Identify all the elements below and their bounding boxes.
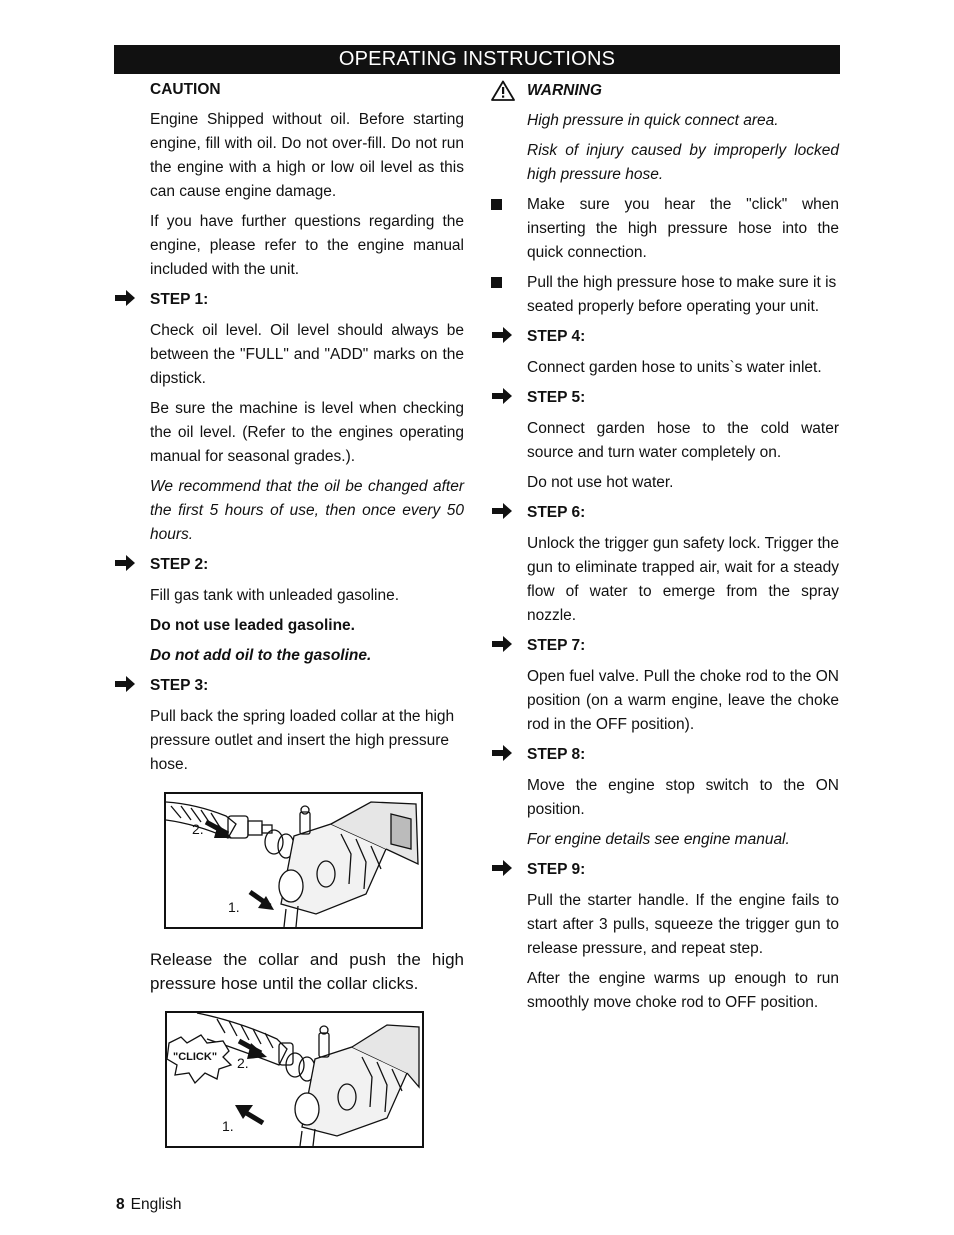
warning-paragraph-1: High pressure in quick connect area.: [527, 112, 779, 129]
step-9-label: STEP 9:: [527, 861, 586, 878]
caution-heading: CAUTION: [150, 81, 221, 98]
step-6-heading: [527, 501, 839, 525]
step-5-heading: [527, 386, 839, 410]
footer-language: English: [130, 1196, 182, 1213]
step-3-label: STEP 3:: [150, 677, 209, 694]
page-footer: [116, 1196, 181, 1214]
arrow-right-icon: [490, 859, 514, 877]
step-7-label: STEP 7:: [527, 637, 586, 654]
click-sound-label: "CLICK": [173, 1051, 218, 1063]
arrow-right-icon: [490, 744, 514, 762]
step-8-engine-note: For engine details see engine manual.: [527, 831, 790, 848]
step-3-paragraph-1: Pull back the spring loaded collar at the high pressure outlet and insert the high pressure hose.: [150, 708, 455, 773]
bullet-text: Pull the high pressure hose to make sure it is seated properly before operating your unit.: [527, 274, 837, 315]
bullet-text: Make sure you hear the "click" when inserting the high pressure hose into the quick connection.: [527, 196, 839, 261]
arrow-right-icon: [113, 554, 137, 572]
step-7-heading: [527, 634, 839, 658]
bullet-item-pull: [527, 271, 839, 319]
step-2-leaded-warning: Do not use leaded gasoline.: [150, 617, 355, 634]
page-number: 8: [116, 1196, 125, 1213]
step-5-paragraph-1: Connect garden hose to the cold water source and turn water completely on.: [527, 420, 839, 461]
warning-triangle-icon: [491, 80, 515, 101]
section-header: OPERATING INSTRUCTIONS: [114, 45, 840, 74]
warning-heading: [527, 79, 839, 103]
caution-paragraph-2: If you have further questions regarding the engine, please refer to the engine manual included with the unit.: [150, 213, 464, 278]
warning-label: WARNING: [527, 82, 602, 99]
arrow-right-icon: [490, 635, 514, 653]
step-1-oil-change-note: We recommend that the oil be changed after the first 5 hours of use, then once every 50 hours.: [150, 478, 464, 543]
step-3-heading: [150, 674, 464, 698]
step-5-label: STEP 5:: [527, 389, 586, 406]
step-9-paragraph-2: After the engine warms up enough to run smoothly move choke rod to OFF position.: [527, 970, 839, 1011]
arrow-right-icon: [113, 675, 137, 693]
release-collar-text: Release the collar and push the high pressure hose until the collar clicks.: [150, 950, 464, 993]
step-8-label: STEP 8:: [527, 746, 586, 763]
step-6-paragraph-1: Unlock the trigger gun safety lock. Trigger the gun to eliminate trapped air, wait for a steady flow of water to emerge from the spray nozzle.: [527, 535, 839, 624]
figure-2-label-2: 2.: [237, 1055, 249, 1071]
hose-click-illustration: [165, 1011, 424, 1148]
step-4-label: STEP 4:: [527, 328, 586, 345]
warning-paragraph-2: Risk of injury caused by improperly locked high pressure hose.: [527, 142, 839, 183]
bullet-item-click: [527, 193, 839, 265]
arrow-right-icon: [490, 387, 514, 405]
figure-2-label-1: 1.: [222, 1118, 234, 1134]
step-2-oil-warning: Do not add oil to the gasoline.: [150, 647, 372, 664]
step-1-paragraph-1: Check oil level. Oil level should always be between the "FULL" and "ADD" marks on the dipstick.: [150, 322, 464, 387]
left-column: [150, 78, 464, 783]
step-7-paragraph-1: Open fuel valve. Pull the choke rod to the ON position (on a warm engine, leave the choke rod in the OFF position).: [527, 668, 839, 733]
step-2-paragraph-1: Fill gas tank with unleaded gasoline.: [150, 587, 400, 604]
square-bullet-icon: [491, 199, 502, 210]
caution-paragraph-1: Engine Shipped without oil. Before starting engine, fill with oil. Do not over-fill. Do not run the engine with a high or low oil level as this can cause engine damage.: [150, 111, 464, 200]
step-5-paragraph-2: Do not use hot water.: [527, 474, 674, 491]
step-4-paragraph-1: Connect garden hose to units`s water inlet.: [527, 359, 822, 376]
arrow-right-icon: [490, 326, 514, 344]
step-9-paragraph-1: Pull the starter handle. If the engine fails to start after 3 pulls, squeeze the trigger gun to release pressure, and repeat step.: [527, 892, 839, 957]
step-1-heading: [150, 288, 464, 312]
step-1-paragraph-2: Be sure the machine is level when checking the oil level. (Refer to the engines operating manual for seasonal grades.).: [150, 400, 464, 465]
figure-1-label-2: 2.: [192, 821, 204, 837]
hose-insert-illustration: [164, 792, 423, 929]
arrow-right-icon: [490, 502, 514, 520]
step-2-label: STEP 2:: [150, 556, 209, 573]
step-8-heading: [527, 743, 839, 767]
right-column: [527, 79, 839, 1021]
step-9-heading: [527, 858, 839, 882]
step-2-heading: [150, 553, 464, 577]
step-4-heading: [527, 325, 839, 349]
arrow-right-icon: [113, 289, 137, 307]
step-8-paragraph-1: Move the engine stop switch to the ON position.: [527, 777, 839, 818]
figure-1-label-1: 1.: [228, 899, 240, 915]
step-6-label: STEP 6:: [527, 504, 586, 521]
step-1-label: STEP 1:: [150, 291, 209, 308]
square-bullet-icon: [491, 277, 502, 288]
